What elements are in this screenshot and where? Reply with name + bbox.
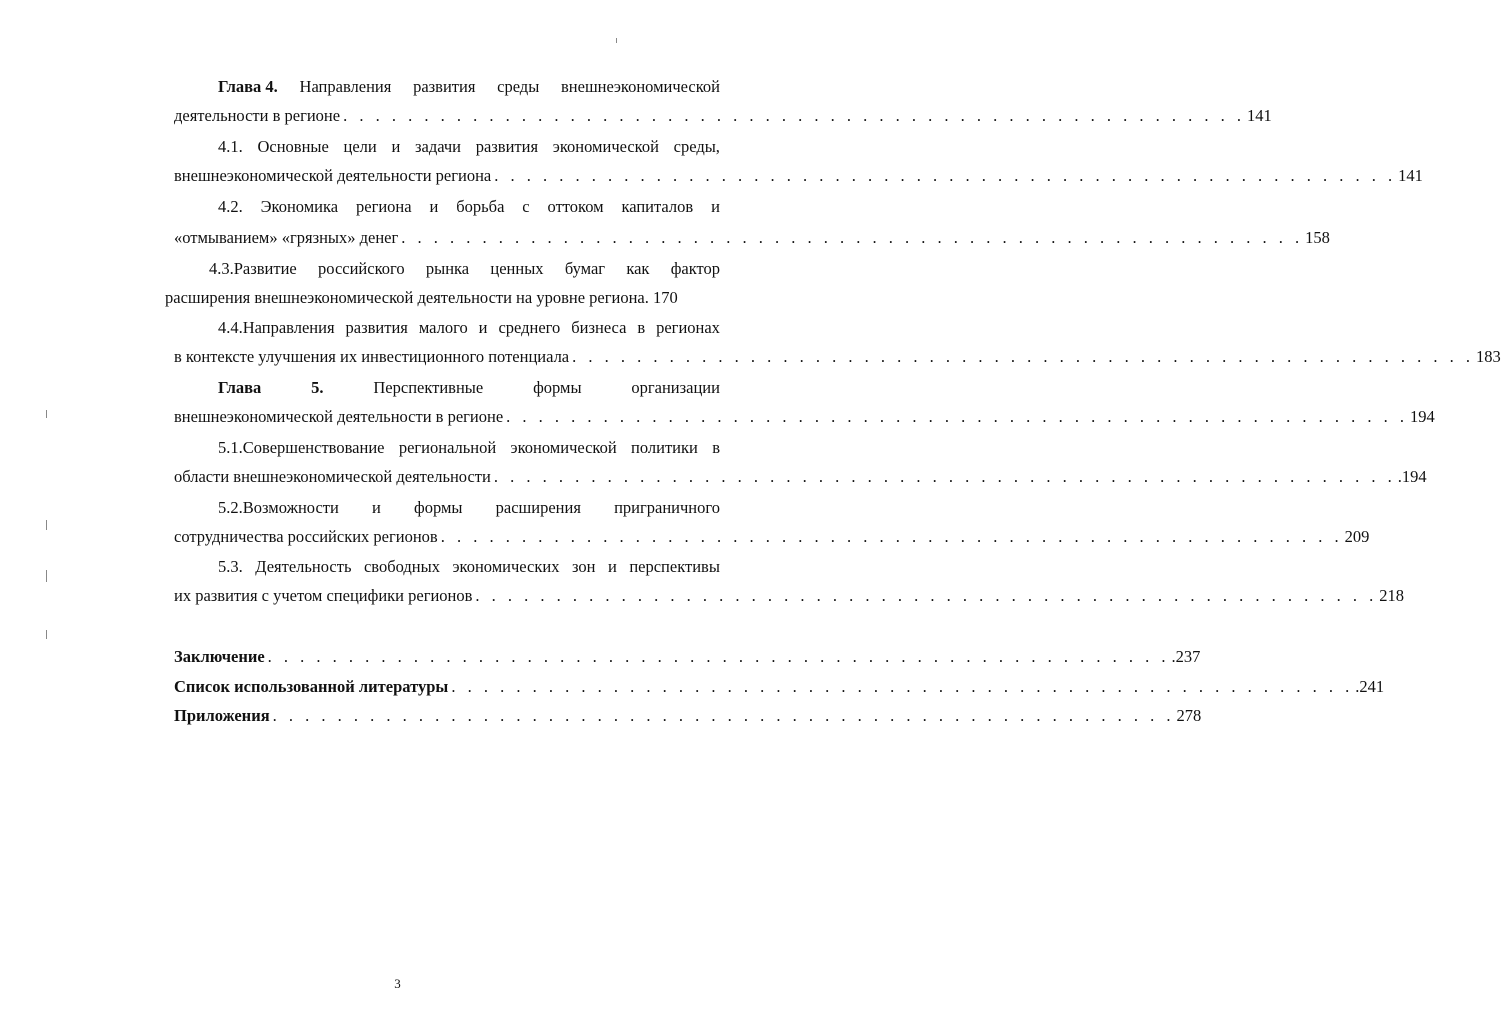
word: политики xyxy=(631,438,698,457)
word: внешнеэкономической xyxy=(561,77,720,96)
word: 5.3. xyxy=(218,557,243,576)
word: и xyxy=(391,137,401,156)
word: Основные xyxy=(257,137,329,156)
chapter-number: 5. xyxy=(311,378,324,397)
word: экономической xyxy=(510,438,617,457)
dot-leader: . . . . . . . . . . . . . . . . . . . . . . . . . . . . . . . . . . . . . . . . . . . . . . . . . . . . . . . . xyxy=(267,647,1170,666)
word: расширения xyxy=(495,498,581,517)
word: Направления xyxy=(299,77,392,96)
word: и xyxy=(607,557,617,576)
toc-entry-references xyxy=(174,676,1385,698)
word: фактор xyxy=(670,259,720,278)
word: зон xyxy=(571,557,596,576)
page-number-ref: 209 xyxy=(1344,527,1370,546)
word: формы xyxy=(414,498,463,517)
toc-entry-4-1-line2 xyxy=(174,165,1423,187)
entry-text: внешнеэкономической деятельности региона xyxy=(174,166,492,185)
entry-text: Заключение xyxy=(174,647,265,666)
word: 4.4.Направления xyxy=(218,318,335,337)
word: свободных xyxy=(363,557,440,576)
word: среды xyxy=(497,77,540,96)
page-number-ref: .237 xyxy=(1171,647,1201,666)
word: региональной xyxy=(398,438,497,457)
toc-entry-ch4-line2 xyxy=(174,105,1272,127)
dot-leader: . . . . . . . . . . . . . . . . . . . . . . . . . . . . . . . . . . . . . . . . . . . . . . . . . . . . . . . . xyxy=(475,586,1378,605)
toc-entry-5-2-line2 xyxy=(174,526,1370,548)
word: регионах xyxy=(656,318,720,337)
toc-entry-conclusion xyxy=(174,646,1201,668)
toc-entry-4-4-line2 xyxy=(174,346,1501,368)
word: рынка xyxy=(425,259,470,278)
toc-entry-appendices xyxy=(174,705,1202,727)
page-number-ref: 158 xyxy=(1305,228,1330,247)
word: развития xyxy=(345,318,408,337)
toc-entry-ch5-line1 xyxy=(218,377,720,399)
toc-entry-5-3-line2 xyxy=(174,585,1405,607)
word: 4.3.Развитие xyxy=(209,259,297,278)
entry-text: расширения внешнеэкономической деятельности на уровне региона. 170 xyxy=(165,288,678,307)
dot-leader: . . . . . . . . . . . . . . . . . . . . . . . . . . . . . . . . . . . . . . . . . . . . . . . . . . . . . . . . xyxy=(506,407,1409,426)
word: региона xyxy=(356,197,412,216)
scan-artifact xyxy=(46,630,47,639)
page-number-ref: .241 xyxy=(1355,677,1385,696)
entry-text: Список использованной литературы xyxy=(174,677,449,696)
chapter-label: Глава 4. xyxy=(218,77,278,96)
word: цели xyxy=(343,137,377,156)
word: оттоком xyxy=(547,197,604,216)
word: среднего xyxy=(498,318,561,337)
dot-leader: . . . . . . . . . . . . . . . . . . . . . . . . . . . . . . . . . . . . . . . . . . . . . . . . . . . . . . . . xyxy=(494,166,1397,185)
word: с xyxy=(522,197,530,216)
word: Перспективные xyxy=(373,378,484,397)
page-number-ref: 141 xyxy=(1246,106,1272,125)
word: среды, xyxy=(673,137,720,156)
dot-leader: . . . . . . . . . . . . . . . . . . . . . . . . . . . . . . . . . . . . . . . . . . . . . . . . . . . . . . . . xyxy=(493,467,1396,486)
entry-text: деятельности в регионе xyxy=(174,106,341,125)
dot-leader: . . . . . . . . . . . . . . . . . . . . . . . . . . . . . . . . . . . . . . . . . . . . . . . . . . . . . . . . xyxy=(401,228,1304,247)
toc-entry-5-1-line1 xyxy=(218,437,720,459)
word: борьба xyxy=(456,197,505,216)
word: бизнеса xyxy=(571,318,627,337)
word: развития xyxy=(413,77,476,96)
word: ценных xyxy=(490,259,544,278)
word: и xyxy=(372,498,381,517)
word: 5.1.Совершенствование xyxy=(218,438,385,457)
entry-text: области внешнеэкономической деятельности xyxy=(174,467,491,486)
word: 4.1. xyxy=(218,137,243,156)
toc-entry-4-2-line2 xyxy=(174,227,1330,249)
word: в xyxy=(712,438,720,457)
entry-text: их развития с учетом специфики регионов xyxy=(174,586,473,605)
scan-artifact xyxy=(46,520,47,530)
word: приграничного xyxy=(614,498,720,517)
entry-text: в контексте улучшения их инвестиционного потенциала xyxy=(174,347,570,366)
dot-leader: . . . . . . . . . . . . . . . . . . . . . . . . . . . . . . . . . . . . . . . . . . . . . . . . . . . . . . . . xyxy=(343,106,1245,125)
page-number-ref: 141 xyxy=(1398,166,1423,185)
dot-leader: . . . . . . . . . . . . . . . . . . . . . . . . . . . . . . . . . . . . . . . . . . . . . . . . . . . . . . . . xyxy=(451,677,1354,696)
dot-leader: . . . . . . . . . . . . . . . . . . . . . . . . . . . . . . . . . . . . . . . . . . . . . . . . . . . . . . . . xyxy=(272,706,1175,725)
page-number-ref: 278 xyxy=(1176,706,1202,725)
page-number: 3 xyxy=(394,976,401,991)
page-number-ref: 183 xyxy=(1476,347,1501,366)
entry-text: Приложения xyxy=(174,706,270,725)
word: 4.2. xyxy=(218,197,243,216)
scan-artifact xyxy=(46,570,47,582)
word: в xyxy=(637,318,646,337)
page-number-ref: 218 xyxy=(1379,586,1405,605)
toc-entry-4-3-line2 xyxy=(165,287,720,309)
toc-entry-4-3-line1 xyxy=(209,258,720,280)
toc-entry-5-3-line1 xyxy=(218,556,720,578)
dot-leader: . . . . . . . . . . . . . . . . . . . . . . . . . . . . . . . . . . . . . . . . . . . . . . . . . . . . . . . . xyxy=(440,527,1343,546)
entry-text: внешнеэкономической деятельности в регионе xyxy=(174,407,504,426)
toc-entry-4-4-line1 xyxy=(218,317,720,339)
word: Экономика xyxy=(260,197,339,216)
word: российского xyxy=(318,259,405,278)
word: малого xyxy=(418,318,468,337)
entry-text: сотрудничества российских регионов xyxy=(174,527,438,546)
word: организации xyxy=(631,378,720,397)
scan-artifact xyxy=(46,410,47,418)
word: как xyxy=(626,259,650,278)
dot-leader: . . . . . . . . . . . . . . . . . . . . . . . . . . . . . . . . . . . . . . . . . . . . . . . . . . . . . . . . xyxy=(572,347,1475,366)
page-number-ref: .194 xyxy=(1397,467,1427,486)
word: бумаг xyxy=(564,259,606,278)
word: развития xyxy=(475,137,539,156)
toc-entry-5-1-line2 xyxy=(174,466,1427,488)
entry-text: «отмыванием» «грязных» денег xyxy=(174,228,399,247)
chapter-label: Глава xyxy=(218,378,262,397)
scan-artifact xyxy=(616,38,617,43)
word: экономических xyxy=(452,557,560,576)
word: экономической xyxy=(552,137,659,156)
toc-entry-4-2-line1 xyxy=(218,196,720,218)
word: и xyxy=(711,197,720,216)
word: задачи xyxy=(414,137,462,156)
toc-entry-4-1-line1 xyxy=(218,136,720,158)
toc-entry-ch4-line1 xyxy=(218,76,720,98)
word: 5.2.Возможности xyxy=(218,498,339,517)
word: Деятельность xyxy=(255,557,352,576)
page-number-ref: 194 xyxy=(1410,407,1435,426)
word: формы xyxy=(533,378,582,397)
word: и xyxy=(429,197,439,216)
toc-entry-ch5-line2 xyxy=(174,406,1435,428)
word: капиталов xyxy=(621,197,694,216)
word: и xyxy=(478,318,488,337)
word: перспективы xyxy=(629,557,720,576)
toc-entry-5-2-line1 xyxy=(218,497,720,519)
